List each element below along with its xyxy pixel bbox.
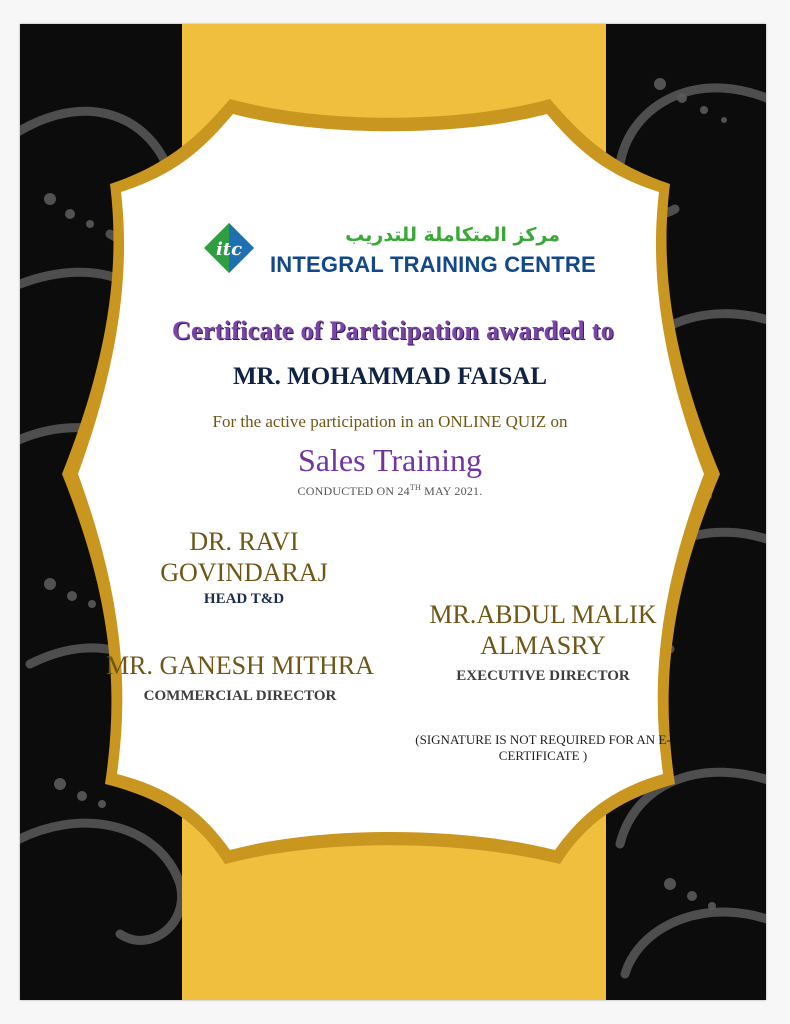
conducted-date-rest: MAY 2021. <box>420 484 483 498</box>
signatory-ganesh-name: MR. GANESH MITHRA <box>106 651 374 680</box>
signatory-abdul-title: EXECUTIVE DIRECTOR <box>456 668 630 684</box>
conducted-date <box>170 483 610 499</box>
participation-line: For the active participation in an ONLINE QUIZ on <box>212 412 568 431</box>
certificate-heading: Certificate of Participation awarded to <box>171 316 615 345</box>
logo-mark-text: itc <box>215 239 243 260</box>
signature-note: (SIGNATURE IS NOT REQUIRED FOR AN E-CERTIFICATE ) <box>415 732 671 763</box>
conducted-prefix: CONDUCTED ON 24 <box>297 484 410 498</box>
ornate-frame <box>20 24 766 1000</box>
conducted-ordinal: TH <box>409 483 421 492</box>
course-topic: Sales Training <box>297 442 483 478</box>
recipient-name: MR. MOHAMMAD FAISAL <box>232 363 548 390</box>
signatory-ganesh-title: COMMERCIAL DIRECTOR <box>143 688 337 704</box>
itc-logo-icon <box>203 222 255 274</box>
certificate-page <box>20 24 766 1000</box>
signatory-ravi-title: HEAD T&D <box>203 591 285 607</box>
logo-arabic-name: مركز المتكاملة للتدريب <box>345 224 560 246</box>
logo-english-name: INTEGRAL TRAINING CENTRE <box>270 252 596 277</box>
signatory-abdul-name: MR.ABDUL MALIK ALMASRY <box>429 600 657 660</box>
signatory-ravi-name: DR. RAVI GOVINDARAJ <box>160 527 328 587</box>
